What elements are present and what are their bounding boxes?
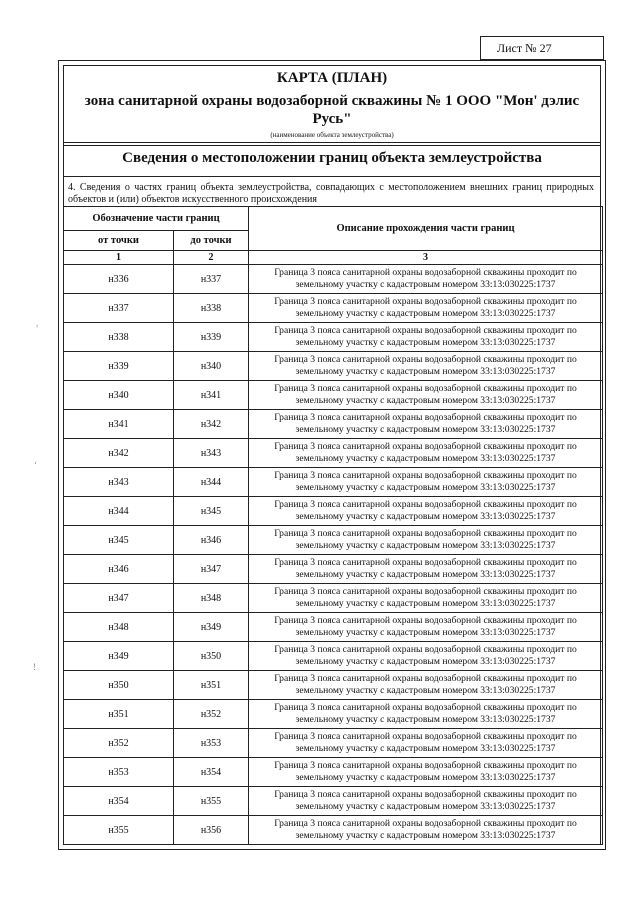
description-cell: Граница 3 пояса санитарной охраны водозаборной скважины проходит по земельному участку с кадастровым номером 33:13:030225:1737 <box>249 526 603 555</box>
from-point-cell: н346 <box>64 555 174 584</box>
table-row <box>64 787 603 816</box>
column-number: 2 <box>174 251 249 265</box>
table-row <box>64 700 603 729</box>
column-number: 3 <box>249 251 603 265</box>
sheet-number-box <box>480 36 604 60</box>
from-point-cell: н354 <box>64 787 174 816</box>
table-row <box>64 671 603 700</box>
description-cell: Граница 3 пояса санитарной охраны водозаборной скважины проходит по земельному участку с кадастровым номером 33:13:030225:1737 <box>249 584 603 613</box>
divider <box>64 145 600 146</box>
document-inner-frame <box>63 65 601 845</box>
from-point-cell: н340 <box>64 381 174 410</box>
from-point-cell: н336 <box>64 265 174 294</box>
table-row <box>64 555 603 584</box>
scan-speck: ! <box>33 662 36 672</box>
divider <box>64 176 600 177</box>
to-point-cell: н350 <box>174 642 249 671</box>
table-row <box>64 526 603 555</box>
header-to-point: до точки <box>174 231 249 251</box>
to-point-cell: н355 <box>174 787 249 816</box>
to-point-cell: н346 <box>174 526 249 555</box>
to-point-cell: н351 <box>174 671 249 700</box>
table-row <box>64 497 603 526</box>
sheet-number: Лист № 27 <box>497 41 552 55</box>
table-row <box>64 323 603 352</box>
table-row <box>64 816 603 845</box>
from-point-cell: н347 <box>64 584 174 613</box>
from-point-cell: н344 <box>64 497 174 526</box>
description-cell: Граница 3 пояса санитарной охраны водозаборной скважины проходит по земельному участку с кадастровым номером 33:13:030225:1737 <box>249 671 603 700</box>
document-title: КАРТА (ПЛАН) <box>276 70 388 86</box>
to-point-cell: н348 <box>174 584 249 613</box>
scan-speck: ‘ <box>34 460 37 470</box>
to-point-cell: н338 <box>174 294 249 323</box>
from-point-cell: н338 <box>64 323 174 352</box>
from-point-cell: н348 <box>64 613 174 642</box>
header-boundary-designation: Обозначение части границ <box>64 207 249 231</box>
description-cell: Граница 3 пояса санитарной охраны водозаборной скважины проходит по земельному участку с кадастровым номером 33:13:030225:1737 <box>249 729 603 758</box>
to-point-cell: н356 <box>174 816 249 845</box>
to-point-cell: н342 <box>174 410 249 439</box>
from-point-cell: н337 <box>64 294 174 323</box>
from-point-cell: н355 <box>64 816 174 845</box>
section-title: Сведения о местоположении границ объекта землеустройства <box>122 150 542 166</box>
description-cell: Граница 3 пояса санитарной охраны водозаборной скважины проходит по земельному участку с кадастровым номером 33:13:030225:1737 <box>249 497 603 526</box>
document-frame <box>58 60 606 850</box>
table-row <box>64 642 603 671</box>
description-cell: Граница 3 пояса санитарной охраны водозаборной скважины проходит по земельному участку с кадастровым номером 33:13:030225:1737 <box>249 381 603 410</box>
section-intro: 4. Сведения о частях границ объекта землеустройства, совпадающих с местоположением внешних границ природных объектов и (или) объектов искусственного происхождения <box>68 182 594 205</box>
from-point-cell: н339 <box>64 352 174 381</box>
description-cell: Граница 3 пояса санитарной охраны водозаборной скважины проходит по земельному участку с кадастровым номером 33:13:030225:1737 <box>249 555 603 584</box>
description-cell: Граница 3 пояса санитарной охраны водозаборной скважины проходит по земельному участку с кадастровым номером 33:13:030225:1737 <box>249 439 603 468</box>
document-subtitle: зона санитарной охраны водозаборной скважины № 1 ООО "Мон' дэлис Русь" <box>84 93 580 127</box>
description-cell: Граница 3 пояса санитарной охраны водозаборной скважины проходит по земельному участку с кадастровым номером 33:13:030225:1737 <box>249 468 603 497</box>
from-point-cell: н353 <box>64 758 174 787</box>
header-from-point: от точки <box>64 231 174 251</box>
description-cell: Граница 3 пояса санитарной охраны водозаборной скважины проходит по земельному участку с кадастровым номером 33:13:030225:1737 <box>249 816 603 845</box>
scan-speck: , <box>36 318 39 328</box>
table-row <box>64 265 603 294</box>
from-point-cell: н341 <box>64 410 174 439</box>
table-row <box>64 613 603 642</box>
description-cell: Граница 3 пояса санитарной охраны водозаборной скважины проходит по земельному участку с кадастровым номером 33:13:030225:1737 <box>249 758 603 787</box>
table-row <box>64 468 603 497</box>
table-row <box>64 584 603 613</box>
to-point-cell: н345 <box>174 497 249 526</box>
to-point-cell: н344 <box>174 468 249 497</box>
description-cell: Граница 3 пояса санитарной охраны водозаборной скважины проходит по земельному участку с кадастровым номером 33:13:030225:1737 <box>249 642 603 671</box>
from-point-cell: н351 <box>64 700 174 729</box>
to-point-cell: н343 <box>174 439 249 468</box>
from-point-cell: н345 <box>64 526 174 555</box>
description-cell: Граница 3 пояса санитарной охраны водозаборной скважины проходит по земельному участку с кадастровым номером 33:13:030225:1737 <box>249 323 603 352</box>
table-row <box>64 729 603 758</box>
to-point-cell: н354 <box>174 758 249 787</box>
column-number: 1 <box>64 251 174 265</box>
object-name-caption: (наименование объекта землеустройства) <box>270 131 394 139</box>
from-point-cell: н349 <box>64 642 174 671</box>
boundary-table <box>63 206 603 845</box>
from-point-cell: н343 <box>64 468 174 497</box>
to-point-cell: н349 <box>174 613 249 642</box>
table-row <box>64 294 603 323</box>
description-cell: Граница 3 пояса санитарной охраны водозаборной скважины проходит по земельному участку с кадастровым номером 33:13:030225:1737 <box>249 787 603 816</box>
to-point-cell: н341 <box>174 381 249 410</box>
description-cell: Граница 3 пояса санитарной охраны водозаборной скважины проходит по земельному участку с кадастровым номером 33:13:030225:1737 <box>249 613 603 642</box>
to-point-cell: н352 <box>174 700 249 729</box>
table-row <box>64 439 603 468</box>
table-row <box>64 410 603 439</box>
divider <box>64 142 600 143</box>
to-point-cell: н339 <box>174 323 249 352</box>
to-point-cell: н340 <box>174 352 249 381</box>
to-point-cell: н353 <box>174 729 249 758</box>
description-cell: Граница 3 пояса санитарной охраны водозаборной скважины проходит по земельному участку с кадастровым номером 33:13:030225:1737 <box>249 265 603 294</box>
description-cell: Граница 3 пояса санитарной охраны водозаборной скважины проходит по земельному участку с кадастровым номером 33:13:030225:1737 <box>249 352 603 381</box>
description-cell: Граница 3 пояса санитарной охраны водозаборной скважины проходит по земельному участку с кадастровым номером 33:13:030225:1737 <box>249 700 603 729</box>
to-point-cell: н337 <box>174 265 249 294</box>
table-row <box>64 758 603 787</box>
table-row <box>64 381 603 410</box>
header-description: Описание прохождения части границ <box>249 207 603 251</box>
table-row <box>64 352 603 381</box>
from-point-cell: н342 <box>64 439 174 468</box>
from-point-cell: н352 <box>64 729 174 758</box>
description-cell: Граница 3 пояса санитарной охраны водозаборной скважины проходит по земельному участку с кадастровым номером 33:13:030225:1737 <box>249 294 603 323</box>
to-point-cell: н347 <box>174 555 249 584</box>
description-cell: Граница 3 пояса санитарной охраны водозаборной скважины проходит по земельному участку с кадастровым номером 33:13:030225:1737 <box>249 410 603 439</box>
from-point-cell: н350 <box>64 671 174 700</box>
